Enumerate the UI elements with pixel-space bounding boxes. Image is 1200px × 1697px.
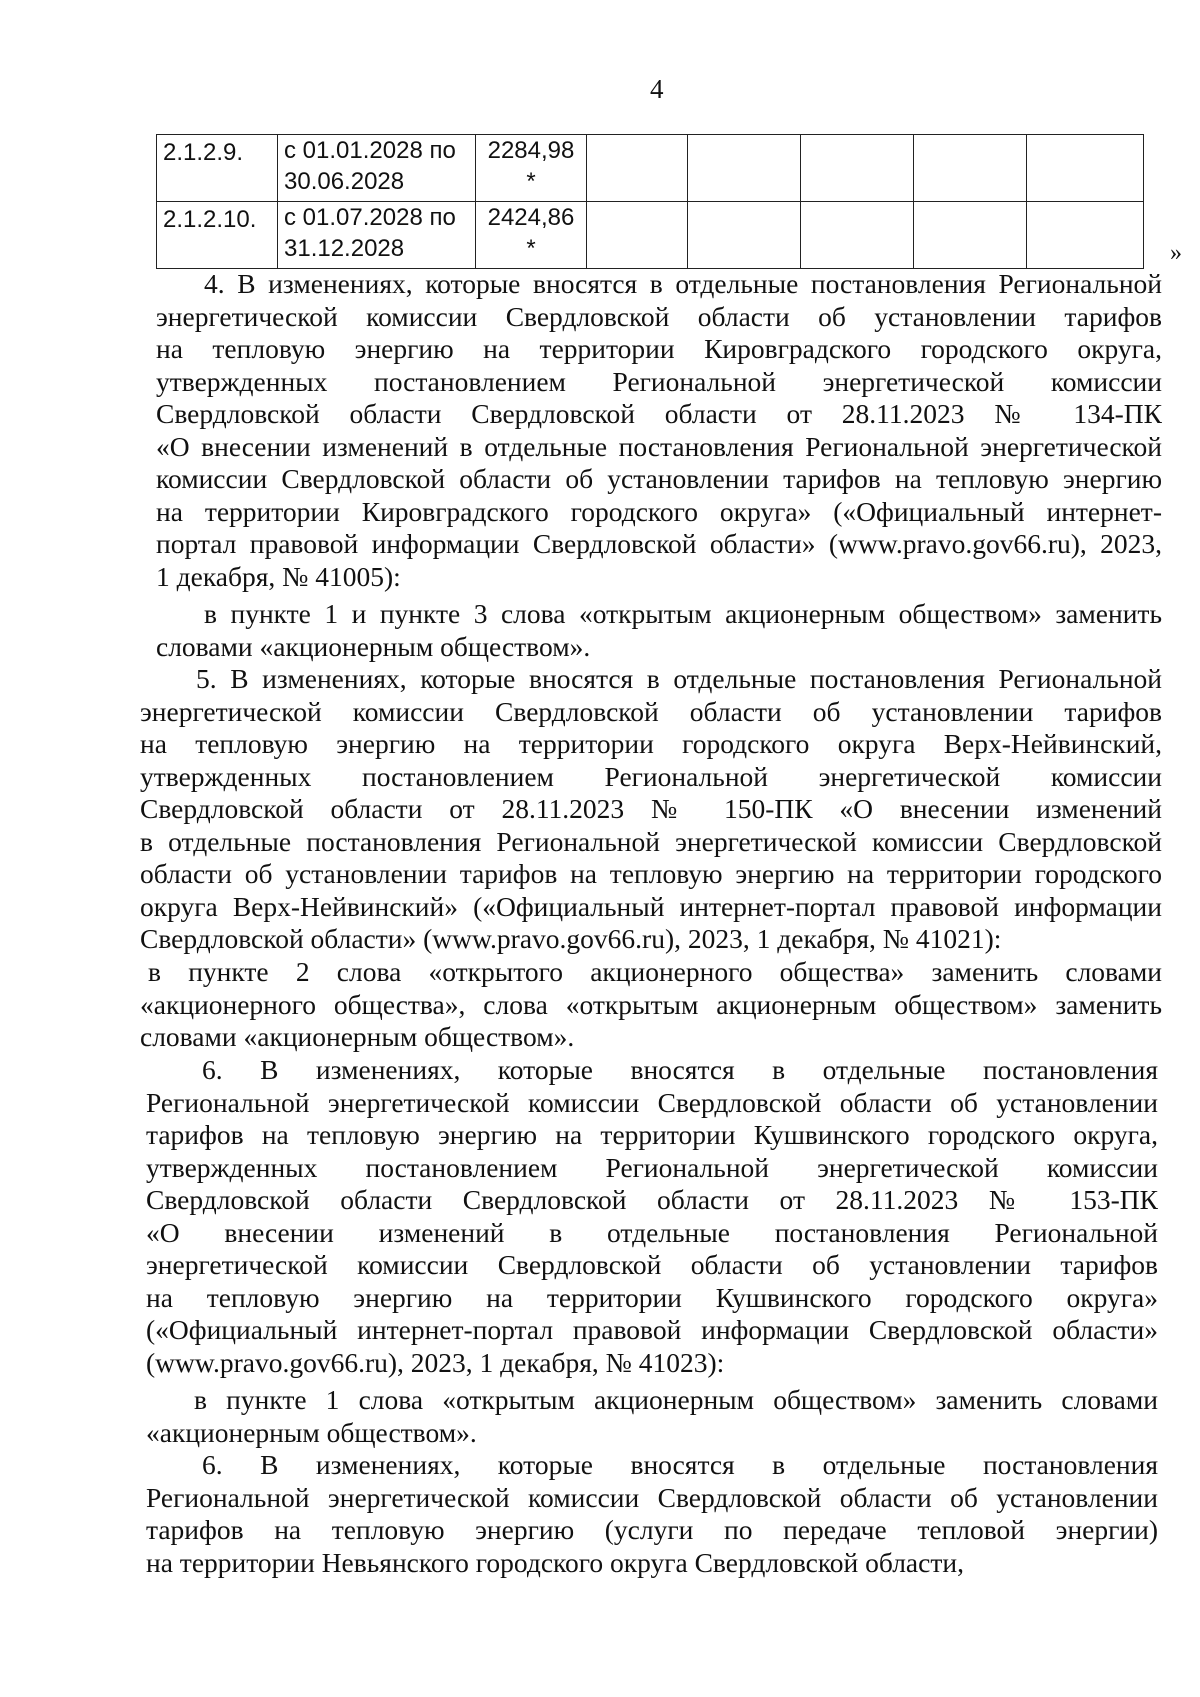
text-line: («Официальный интернет-портал правовой информации Свердловской области» xyxy=(146,1314,1158,1345)
empty-cell xyxy=(688,135,801,202)
text-line: (www.pravo.gov66.ru), 2023, 1 декабря, № 41023): xyxy=(146,1346,725,1378)
paragraph-4-amendment xyxy=(156,598,1162,663)
text-line: 1 декабря, № 41005): xyxy=(156,560,401,592)
text-line: Свердловской области Свердловской области от 28.11.2023 № 134-ПК xyxy=(156,398,1162,429)
paragraph-4 xyxy=(156,268,1162,593)
text-line: на тепловую энергию на территории Кировградского городского округа, xyxy=(156,333,1162,364)
text-line: утвержденных постановлением Региональной энергетической комиссии xyxy=(146,1151,1158,1183)
tariff-value: 2284,98 xyxy=(487,137,575,164)
text-line: Свердловской области от 28.11.2023 № 150-ПК «О внесении изменений xyxy=(140,793,1162,824)
text-line: Региональной энергетической комиссии Свердловской области об установлении xyxy=(146,1481,1158,1513)
text-line: энергетической комиссии Свердловской области об установлении тарифов xyxy=(156,300,1162,332)
text-line: на территории Невьянского городского округа Свердловской области, xyxy=(146,1546,964,1578)
text-line: Свердловской области» (www.pravo.gov66.ru), 2023, 1 декабря, № 41021): xyxy=(140,923,1002,954)
text-line: утвержденных постановлением Региональной энергетической комиссии xyxy=(140,760,1162,792)
text-line: области об установлении тарифов на тепловую энергию на территории городского xyxy=(140,858,1162,889)
period-start: с 01.01.2028 по xyxy=(284,137,456,164)
text-line: портал правовой информации Свердловской области» (www.pravo.gov66.ru), 2023, xyxy=(156,528,1162,559)
empty-cell xyxy=(914,135,1027,202)
text-line: «О внесении изменений в отдельные постановления Региональной энергетической xyxy=(156,430,1162,462)
text-line: на территории Кировградского городского округа» («Официальный интернет- xyxy=(156,495,1162,527)
text-line: комиссии Свердловской области об установлении тарифов на тепловую энергию xyxy=(156,463,1162,494)
table-row xyxy=(157,135,1144,202)
table-row xyxy=(157,202,1144,269)
empty-cell xyxy=(587,135,688,202)
period-cell xyxy=(278,135,476,202)
text-line: «акционерным обществом». xyxy=(146,1416,477,1448)
text-line: в пункте 2 слова «открытого акционерного общества» заменить словами xyxy=(148,956,1162,987)
text-line: в пункте 1 и пункте 3 слова «открытым акционерным обществом» заменить xyxy=(204,598,1162,629)
text-line: «акционерного общества», слова «открытым акционерным обществом» заменить xyxy=(140,988,1162,1020)
tariff-value-cell xyxy=(476,202,587,269)
text-line: 5. В изменениях, которые вносятся в отдельные постановления Региональной xyxy=(196,663,1162,694)
text-line: 6. В изменениях, которые вносятся в отдельные постановления xyxy=(202,1449,1158,1480)
row-number: 2.1.2.10. xyxy=(157,202,278,269)
empty-cell xyxy=(587,202,688,269)
text-line: энергетической комиссии Свердловской области об установлении тарифов xyxy=(140,695,1162,727)
empty-cell xyxy=(914,202,1027,269)
text-line: на тепловую энергию на территории городского округа Верх-Нейвинский, xyxy=(140,728,1162,759)
text-line: в пункте 1 слова «открытым акционерным обществом» заменить словами xyxy=(194,1384,1158,1415)
tariff-table xyxy=(156,134,1144,269)
empty-cell xyxy=(1027,202,1144,269)
paragraph-6-amendment xyxy=(146,1384,1158,1449)
period-cell xyxy=(278,202,476,269)
text-line: Свердловской области Свердловской области от 28.11.2023 № 153-ПК xyxy=(146,1184,1158,1215)
text-line: словами «акционерным обществом». xyxy=(156,630,591,662)
closing-quote: » xyxy=(1170,240,1182,266)
text-line: в отдельные постановления Региональной энергетической комиссии Свердловской xyxy=(140,825,1162,857)
empty-cell xyxy=(688,202,801,269)
text-line: тарифов на тепловую энергию (услуги по передаче тепловой энергии) xyxy=(146,1514,1158,1545)
tariff-value: 2424,86 xyxy=(487,204,575,231)
text-line: энергетической комиссии Свердловской области об установлении тарифов xyxy=(146,1249,1158,1280)
period-end: 31.12.2028 xyxy=(284,235,405,262)
paragraph-5 xyxy=(140,663,1162,956)
empty-cell xyxy=(1027,135,1144,202)
footnote-mark: * xyxy=(526,168,536,195)
paragraph-6 xyxy=(146,1054,1158,1379)
text-line: Региональной энергетической комиссии Свердловской области об установлении xyxy=(146,1086,1158,1118)
paragraph-5-amendment xyxy=(140,956,1162,1054)
text-line: утвержденных постановлением Региональной энергетической комиссии xyxy=(156,365,1162,397)
text-line: округа Верх-Нейвинский» («Официальный интернет-портал правовой информации xyxy=(140,890,1162,922)
tariff-value-cell xyxy=(476,135,587,202)
empty-cell xyxy=(801,202,914,269)
row-number: 2.1.2.9. xyxy=(157,135,278,202)
period-start: с 01.07.2028 по xyxy=(284,204,456,231)
text-line: тарифов на тепловую энергию на территории Кушвинского городского округа, xyxy=(146,1119,1158,1150)
text-line: 4. В изменениях, которые вносятся в отдельные постановления Региональной xyxy=(204,268,1162,299)
page-number: 4 xyxy=(650,74,664,104)
text-line: 6. В изменениях, которые вносятся в отдельные постановления xyxy=(202,1054,1158,1085)
period-end: 30.06.2028 xyxy=(284,168,405,195)
empty-cell xyxy=(801,135,914,202)
footnote-mark: * xyxy=(526,235,536,262)
text-line: на тепловую энергию на территории Кушвинского городского округа» xyxy=(146,1281,1158,1313)
paragraph-6-second xyxy=(146,1449,1158,1579)
text-line: «О внесении изменений в отдельные постановления Региональной xyxy=(146,1216,1158,1248)
text-line: словами «акционерным обществом». xyxy=(140,1021,575,1052)
